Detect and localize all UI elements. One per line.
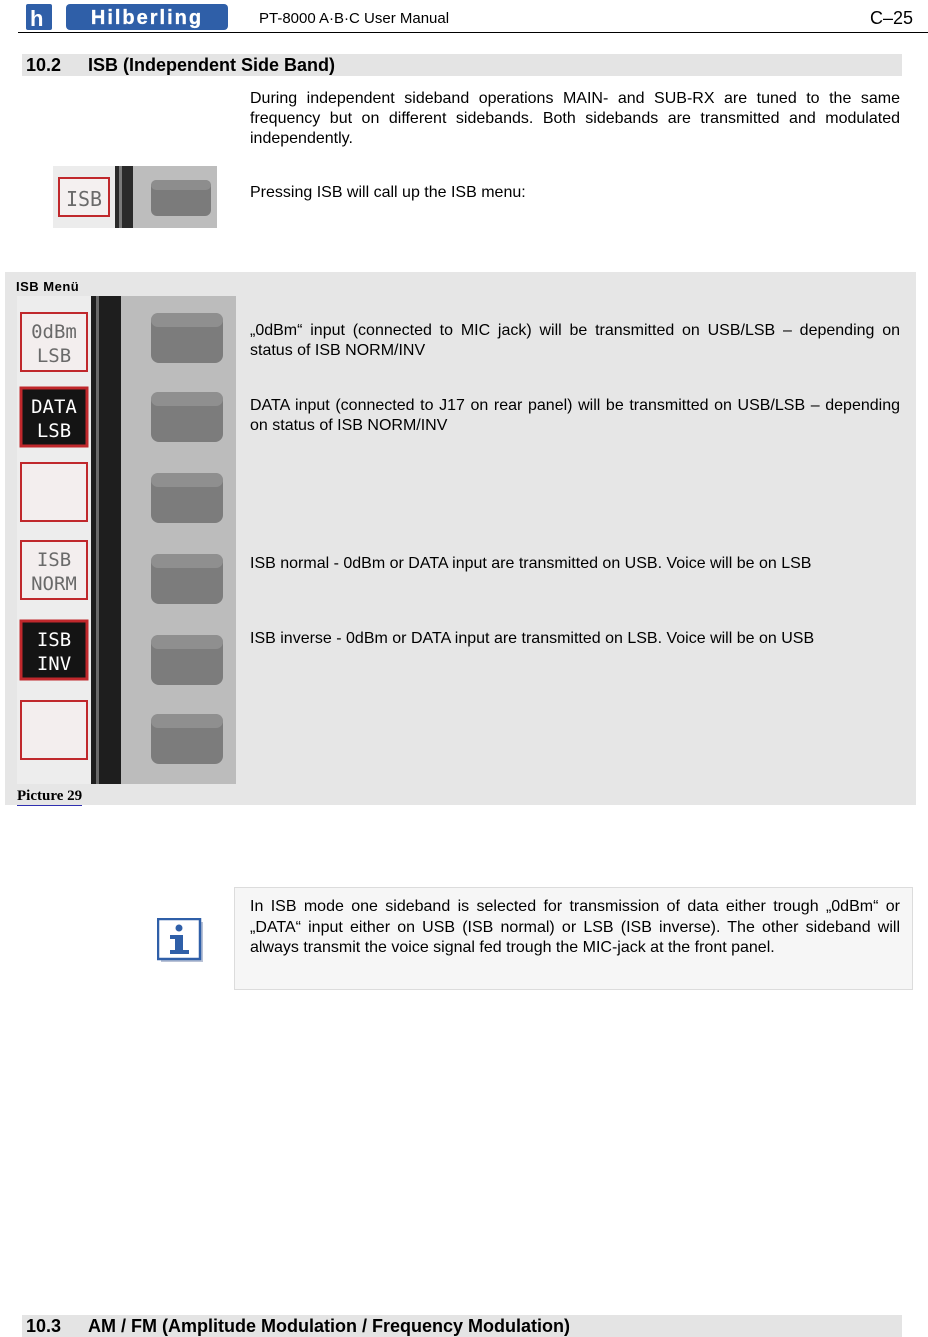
softkey-1-line1: 0dBm <box>31 321 77 343</box>
softkey-2-line2: LSB <box>36 420 72 442</box>
info-icon <box>157 918 205 964</box>
desc-0dbm: „0dBm“ input (connected to MIC jack) will be transmitted on USB/LSB – depending on status of ISB NORM/INV <box>250 322 900 359</box>
isb-press-text: Pressing ISB will call up the ISB menu: <box>250 184 526 201</box>
picture-caption: Picture 29 <box>17 788 83 804</box>
svg-text:ISB: ISB <box>65 187 103 211</box>
isb-menu-screenshot <box>17 296 236 784</box>
hilberling-logo <box>26 2 228 32</box>
svg-text:Hilberling: Hilberling <box>90 7 204 29</box>
manual-title: PT-8000 A·B·C User Manual <box>259 10 450 27</box>
section-title: ISB (Independent Side Band) <box>88 55 336 75</box>
desc-data: DATA input (connected to J17 on rear panel) will be transmitted on USB/LSB – depending on status of ISB NORM/INV <box>250 397 900 434</box>
softkey-4-line1: ISB <box>36 549 72 571</box>
section-number: 10.3 <box>26 1316 62 1336</box>
isb-menu-label: ISB Menü <box>16 279 80 294</box>
desc-isb-norm: ISB normal - 0dBm or DATA input are transmitted on USB. Voice will be on LSB <box>250 555 812 572</box>
header-rule <box>18 32 928 33</box>
softkey-5-line2: INV <box>36 653 72 675</box>
section-heading-10-2 <box>22 54 902 76</box>
softkey-5-line1: ISB <box>36 629 72 651</box>
softkey-1-line2: LSB <box>36 345 72 367</box>
section-number: 10.2 <box>26 55 62 75</box>
note-text: In ISB mode one sideband is selected for transmission of data either trough „0dBm“ or „DATA“ input either on USB (ISB normal) or LSB (ISB inverse). The other sideband will always transmit the voice signal fed trough the MIC-jack at the front panel. <box>250 898 900 956</box>
softkey-4-line2: NORM <box>31 573 77 595</box>
desc-isb-inv: ISB inverse - 0dBm or DATA input are transmitted on LSB. Voice will be on USB <box>250 630 815 647</box>
softkey-2-line1: DATA <box>31 396 77 418</box>
section-title: AM / FM (Amplitude Modulation / Frequency Modulation) <box>88 1316 570 1336</box>
intro-paragraph: During independent sideband operations MAIN- and SUB-RX are tuned to the same frequency but on different sidebands. Both sidebands are transmitted and modulated independently. <box>250 90 900 147</box>
svg-text:h: h <box>30 6 44 31</box>
section-heading-10-3 <box>22 1315 902 1337</box>
isb-key-image <box>53 166 217 228</box>
page-number: C–25 <box>870 8 914 28</box>
